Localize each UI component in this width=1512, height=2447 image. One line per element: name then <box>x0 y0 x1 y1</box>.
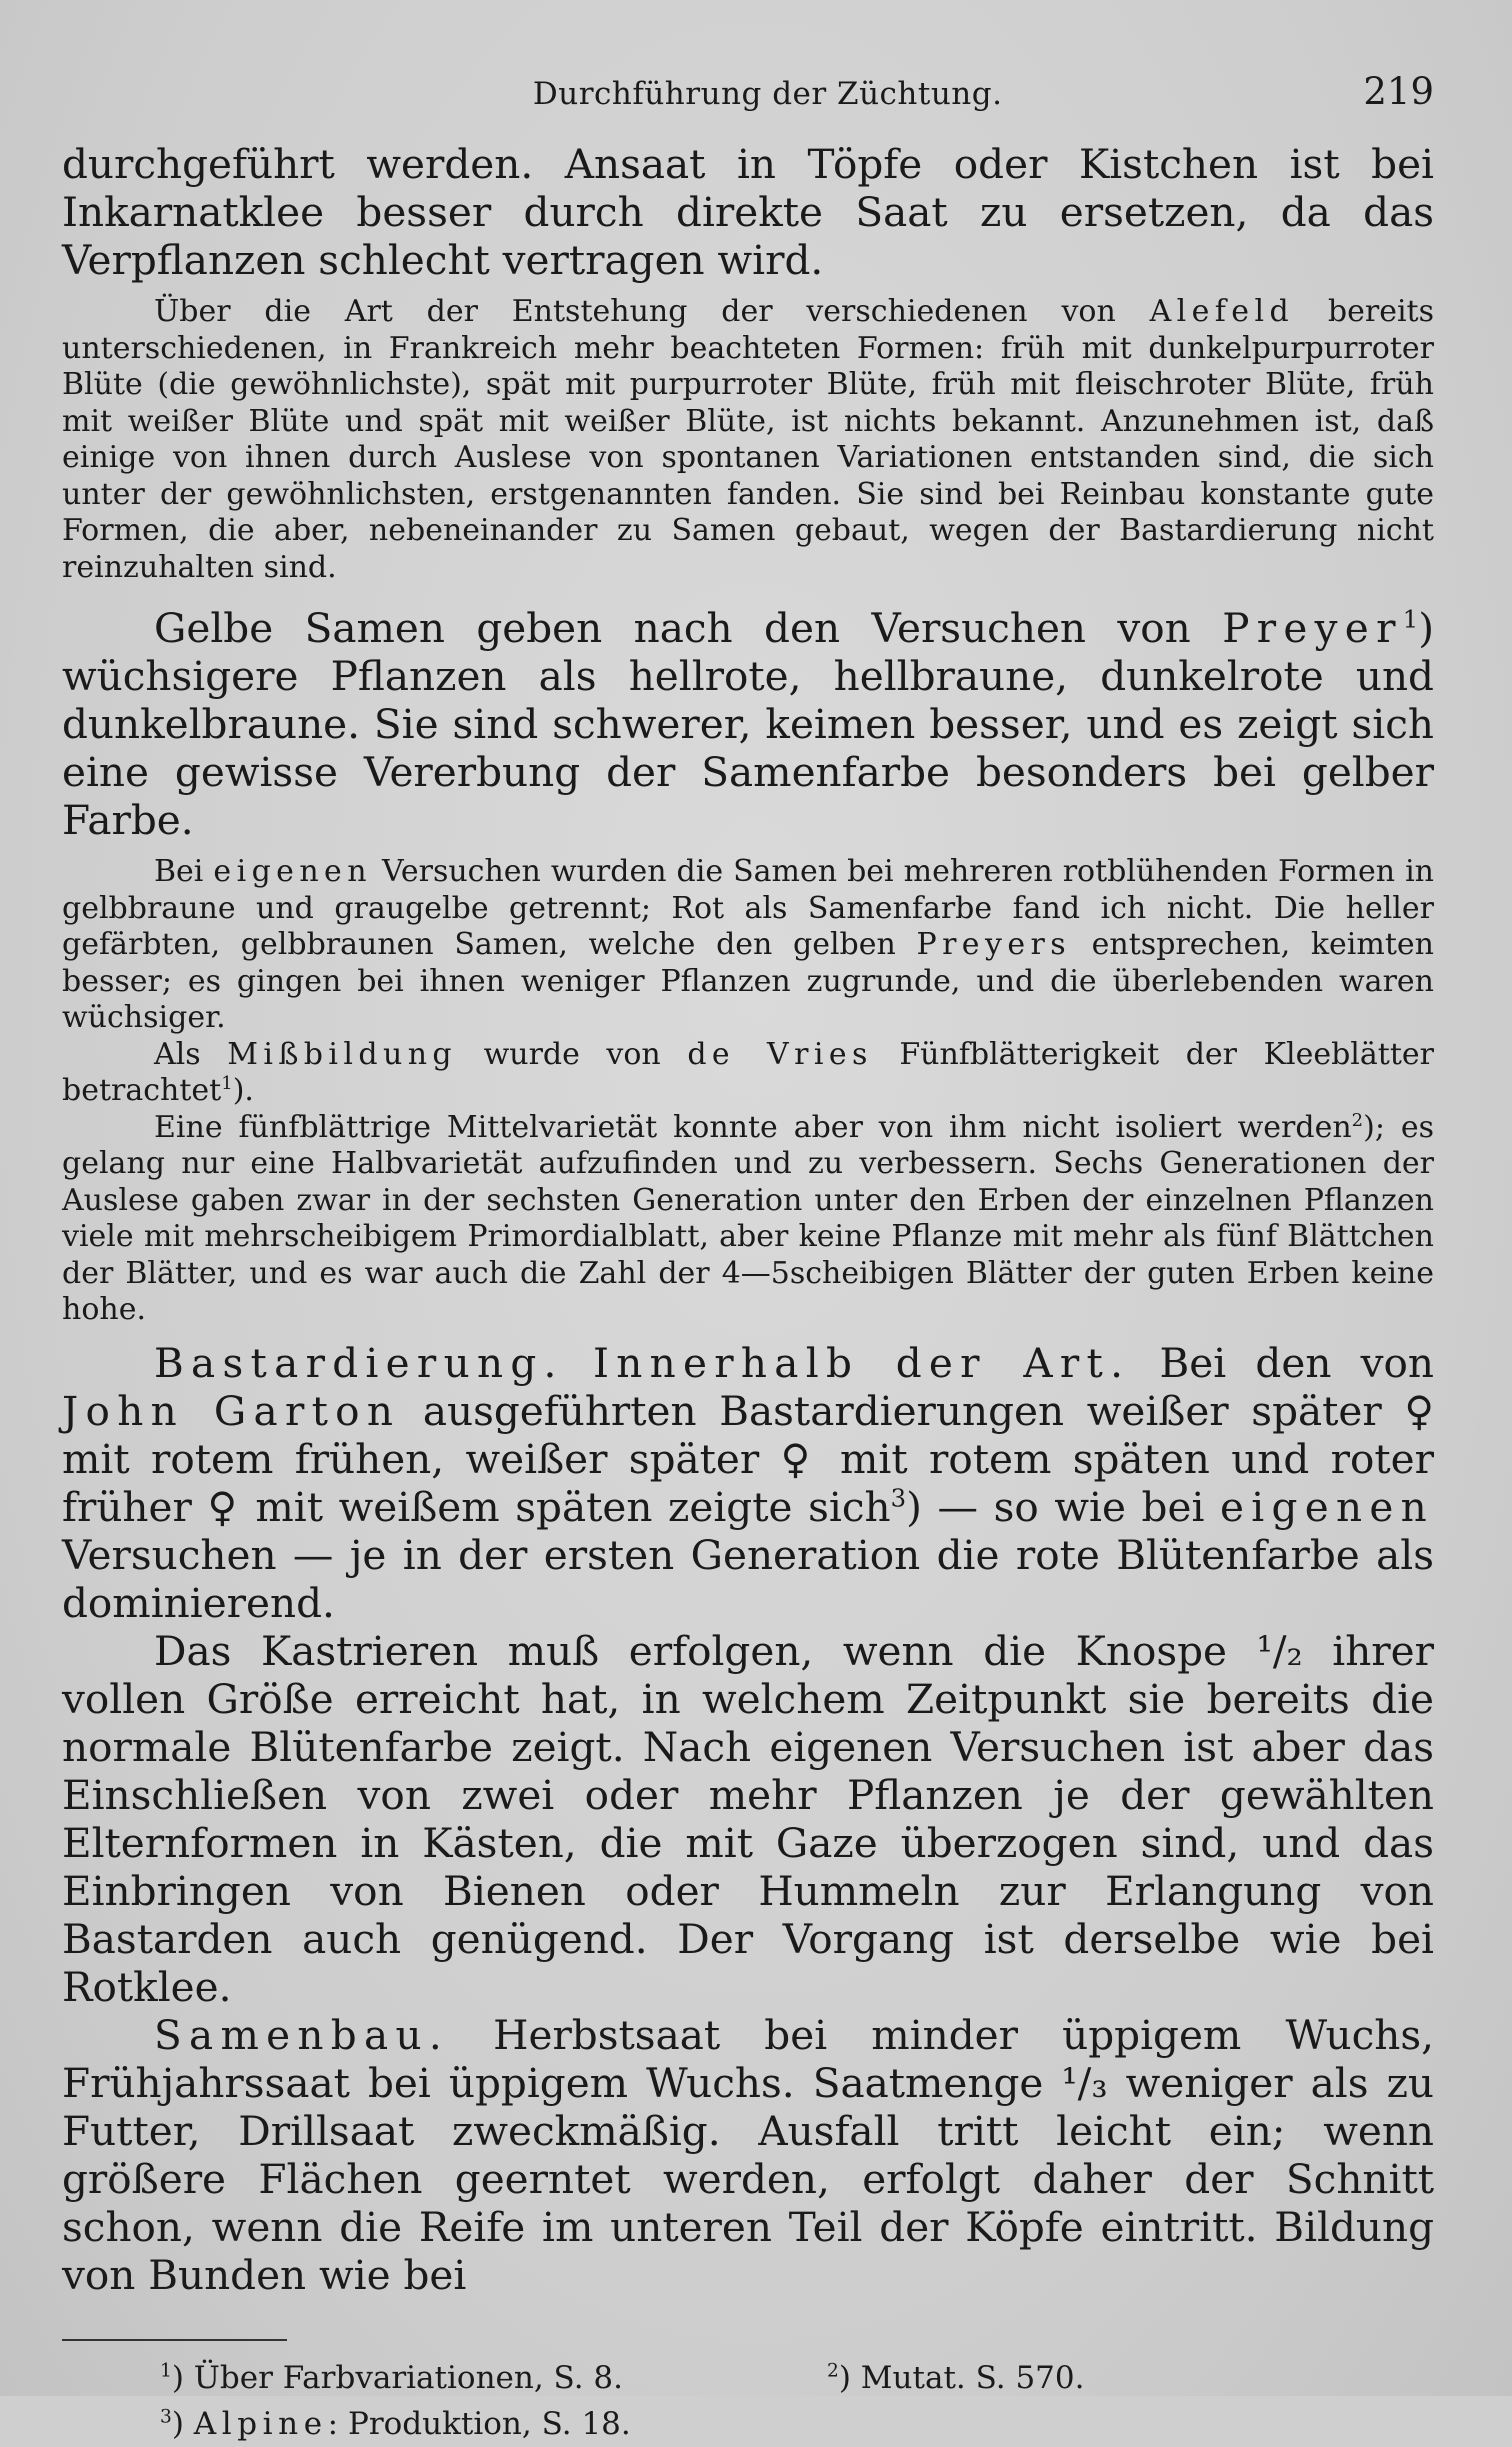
page-header <box>62 70 1434 140</box>
footnote-ref: 3 <box>890 1483 907 1512</box>
paragraph-9: Samenbau. Herbstsaat bei minder üppigem Wuchs, Frühjahrssaat bei üppigem Wuchs. Saatmenge ¹/₃ weniger als zu Futter, Drillsaat zweckmäßig. Ausfall tritt leicht ein; wenn größere Flächen geerntet werden, erfolgt daher der Schnitt schon, wenn die Reife im unteren Teil der Köpfe eintritt. Bildung von Bunden wie bei <box>62 2010 1434 2299</box>
section-heading: Bastardierung. <box>154 1338 564 1387</box>
paragraph-3: Gelbe Samen geben nach den Versuchen von Preyer$^1$) wüchsigere Pflanzen als hellrote, hellbraune, dunkelrote und dunkelbraune. Sie sind schwerer, keimen besser, und es zeigt sich eine gewisse Vererbung der Samenfarbe besonders bei gelber Farbe. <box>62 604 1434 844</box>
paragraph-6: Eine fünfblättrige Mittelvarietät konnte aber von ihm nicht isoliert werden$^2$); es gelang nur eine Halbvarietät aufzufinden und zu verbessern. Sechs Generationen der Auslese gaben zwar in der sechsten Generation unter den Erben der einzelnen Pflanzen viele mit mehrscheibigem Primordialblatt, aber keine Pflanze mit mehr als fünf Blättchen der Blätter, und es war auch die Zahl der 4—5scheibigen Blätter der guten Erben keine hohe. <box>62 1109 1434 1327</box>
footnote-ref: 1 <box>221 1073 233 1094</box>
author-name: Preyer <box>1222 604 1403 652</box>
footnote-row <box>62 2401 1434 2447</box>
fraction: ¹/₂ <box>1256 1626 1303 1675</box>
emphasis: Mißbildung <box>227 1036 458 1072</box>
running-title: Durchführung der Züchtung. <box>532 76 1003 112</box>
footnote-ref: 1 <box>1402 604 1419 634</box>
footnotes <box>62 2355 1434 2447</box>
footnote-1: $^1$) Über Farbvariationen, S. 8. <box>160 2359 623 2396</box>
paragraph-5: Als Mißbildung wurde von de Vries Fünfblätterigkeit der Kleeblätter betrachtet$^1$). <box>62 1036 1434 1108</box>
footnote-2: $^2$) Mutat. S. 570. <box>827 2359 1085 2396</box>
paragraph-4: Bei eigenen Versuchen wurden die Samen bei mehreren rotblühenden Formen in gelbbraune und graugelbe getrennt; Rot als Samenfarbe fand ich nicht. Die heller gefärbten, gelbbraunen Samen, welche den gelben Preyers entsprechen, keimten besser; es gingen bei ihnen weniger Pflanzen zugrunde, und die überlebenden waren wüchsiger. <box>62 854 1435 1035</box>
emphasis: eigenen <box>213 854 372 889</box>
author-name: de Vries <box>687 1036 873 1072</box>
footnote-3: $^3$) Alpine: Produktion, S. 18. <box>160 2405 631 2442</box>
footnote-row <box>62 2355 1434 2401</box>
emphasis: eigenen <box>1220 1482 1434 1531</box>
paragraph-1: durchgeführt werden. Ansaat in Töpfe oder Kistchen ist bei Inkarnatklee besser durch direkte Saat zu ersetzen, da das Verpflanzen schlecht vertragen wird. <box>62 140 1434 284</box>
paragraph-7: Bastardierung. Innerhalb der Art. Bei den von John Garton ausgeführten Bastardierungen weißer später ♀ mit rotem frühen, weißer später ♀ mit rotem späten und roter früher ♀ mit weißem späten zeigte sich$^3$) — so wie bei eigenen Versuchen — je in der ersten Generation die rote Blütenfarbe als dominierend. <box>62 1338 1434 1627</box>
author-name: John Garton <box>62 1386 401 1435</box>
author-name: Alefeld <box>1149 294 1295 329</box>
author-name: Preyers <box>916 927 1072 962</box>
section-heading: Samenbau. <box>154 2010 449 2059</box>
footnote-divider <box>62 2339 287 2341</box>
subsection-heading: Innerhalb der Art. <box>592 1338 1131 1387</box>
footnote-ref: 2 <box>1351 1109 1364 1131</box>
fraction: ¹/₃ <box>1061 2058 1108 2107</box>
paragraph-2: Über die Art der Entstehung der verschiedenen von Alefeld bereits unterschiedenen, in Frankreich mehr beachteten Formen: früh mit dunkelpurpurroter Blüte (die gewöhnlichste), spät mit purpurroter Blüte, früh mit fleischroter Blüte, früh mit weißer Blüte und spät mit weißer Blüte, ist nichts bekannt. Anzunehmen ist, daß einige von ihnen durch Auslese von spontanen Variationen entstanden sind, die sich unter der gewöhnlichsten, erstgenannten fanden. Sie sind bei Reinbau konstante gute Formen, die aber, nebeneinander zu Samen gebaut, wegen der Bastardierung nicht reinzuhalten sind. <box>62 294 1434 585</box>
paragraph-8: Das Kastrieren muß erfolgen, wenn die Knospe ¹/₂ ihrer vollen Größe erreicht hat, in welchem Zeitpunkt sie bereits die normale Blütenfarbe zeigt. Nach eigenen Versuchen ist aber das Einschließen von zwei oder mehr Pflanzen je der gewählten Elternformen in Kästen, die mit Gaze überzogen sind, und das Einbringen von Bienen oder Hummeln zur Erlangung von Bastarden auch genügend. Der Vorgang ist derselbe wie bei Rotklee. <box>62 1626 1434 2011</box>
page-number: 219 <box>1363 70 1434 113</box>
